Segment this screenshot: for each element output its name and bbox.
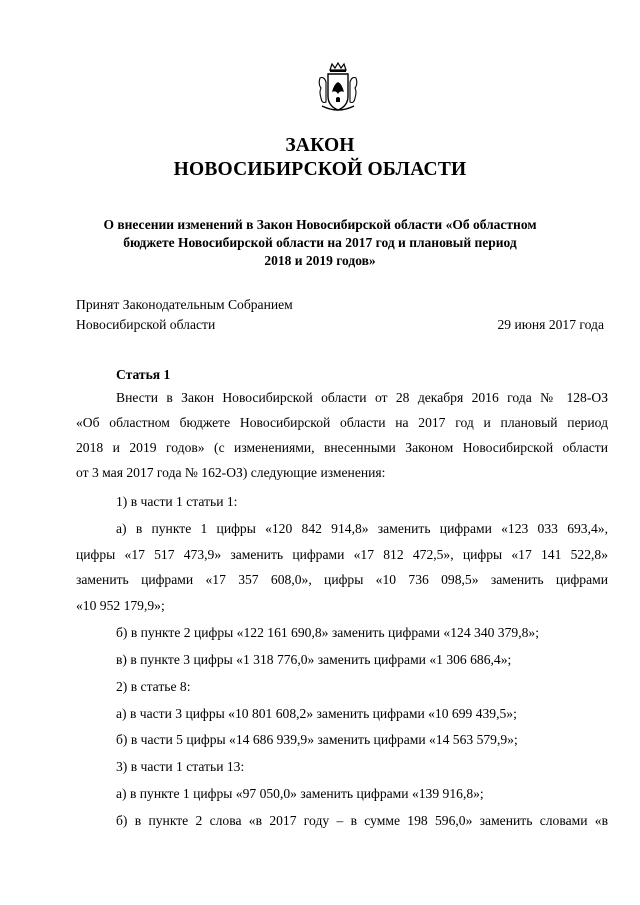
law-subject-line: бюджете Новосибирской области на 2017 год и плановый период xyxy=(123,235,517,250)
article-text-line: 3) в части 1 статьи 13: xyxy=(116,759,245,774)
article-text-line: б) в пункте 2 слова «в 2017 году – в сумме 198 596,0» заменить словами «в xyxy=(116,813,608,828)
article-text-line: заменить цифрами «17 357 608,0», цифры «10 736 098,5» заменить цифрами xyxy=(76,572,608,587)
article-heading: Статья 1 xyxy=(116,367,171,382)
article-text-line: а) в пункте 1 цифры «97 050,0» заменить цифрами «139 916,8»; xyxy=(116,786,484,801)
law-title: ЗАКОН xyxy=(285,135,355,156)
article-text-line: цифры «17 517 473,9» заменить цифрами «17 812 472,5», цифры «17 141 522,8» xyxy=(76,547,608,562)
article-text-line: Внести в Закон Новосибирской области от 28 декабря 2016 года № 128-ОЗ xyxy=(116,390,608,405)
law-subject-line: 2018 и 2019 годов» xyxy=(264,253,376,268)
article-text-line: «10 952 179,9»; xyxy=(76,598,165,613)
coat-of-arms-icon xyxy=(318,62,358,114)
article-text-line: а) в пункте 1 цифры «120 842 914,8» заменить цифрами «123 033 693,4», xyxy=(116,521,608,536)
article-text-line: 2) в статье 8: xyxy=(116,679,191,694)
article-text-line: а) в части 3 цифры «10 801 608,2» заменить цифрами «10 699 439,5»; xyxy=(116,706,517,721)
region-title: НОВОСИБИРСКОЙ ОБЛАСТИ xyxy=(173,159,467,180)
law-subject-line: О внесении изменений в Закон Новосибирской области «Об областном xyxy=(103,217,537,232)
article-text-line: б) в пункте 2 цифры «122 161 690,8» заменить цифрами «124 340 379,8»; xyxy=(116,625,539,640)
article-text-line: «Об областном бюджете Новосибирской области на 2017 год и плановый период xyxy=(76,415,608,430)
adoption-line: Принят Законодательным Собранием xyxy=(76,297,293,312)
article-text-line: б) в части 5 цифры «14 686 939,9» заменить цифрами «14 563 579,9»; xyxy=(116,732,518,747)
article-text-line: от 3 мая 2017 года № 162-ОЗ) следующие изменения: xyxy=(76,465,386,480)
adoption-date: 29 июня 2017 года xyxy=(497,317,604,332)
article-text-line: в) в пункте 3 цифры «1 318 776,0» заменить цифрами «1 306 686,4»; xyxy=(116,652,512,667)
article-text-line: 1) в части 1 статьи 1: xyxy=(116,494,238,509)
adoption-line: Новосибирской области xyxy=(76,317,216,332)
article-text-line: 2018 и 2019 годов» (с изменениями, внесенными Законом Новосибирской области xyxy=(76,440,608,455)
